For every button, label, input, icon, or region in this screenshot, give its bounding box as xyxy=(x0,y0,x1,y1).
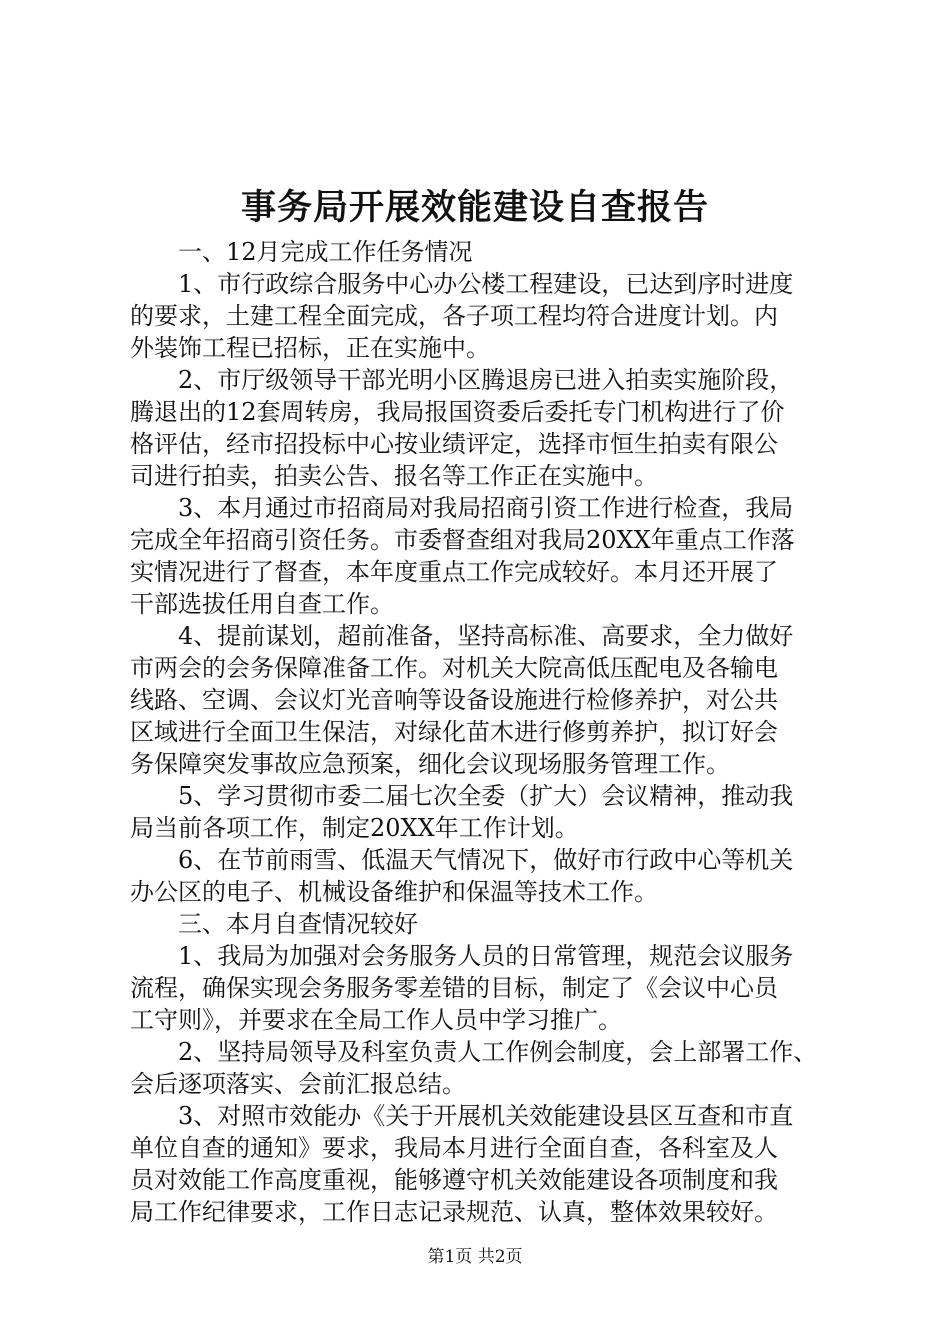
paragraph-line: 腾退出的12套周转房，我局报国资委后委托专门机构进行了价 xyxy=(130,398,785,426)
paragraph-line: 司进行拍卖，拍卖公告、报名等工作正在实施中。 xyxy=(130,462,658,490)
document-title: 事务局开展效能建设自查报告 xyxy=(240,187,709,228)
paragraph-line: 1、市行政综合服务中心办公楼工程建设，已达到序时进度 xyxy=(178,270,794,298)
paragraph-line: 员对效能工作高度重视，能够遵守机关效能建设各项制度和我 xyxy=(130,1166,778,1194)
paragraph-line: 的要求，土建工程全面完成，各子项工程均符合进度计划。内 xyxy=(130,302,778,330)
paragraph-line: 线路、空调、会议灯光音响等设备设施进行检修养护，对公共 xyxy=(130,686,778,714)
paragraph-line: 4、提前谋划，超前准备，坚持高标准、高要求，全力做好 xyxy=(178,622,794,650)
paragraph-line: 格评估，经市招投标中心按业绩评定，选择市恒生拍卖有限公 xyxy=(130,430,778,458)
paragraph-line: 3、对照市效能办《关于开展机关效能建设县区互查和市直 xyxy=(178,1102,794,1130)
paragraph-line: 市两会的会务保障准备工作。对机关大院高低压配电及各输电 xyxy=(130,654,778,682)
section-heading: 三、本月自查情况较好 xyxy=(178,910,418,938)
paragraph-line: 2、市厅级领导干部光明小区腾退房已进入拍卖实施阶段， xyxy=(178,366,794,394)
paragraph-line: 实情况进行了督查，本年度重点工作完成较好。本月还开展了 xyxy=(130,558,778,586)
paragraph-line: 务保障突发事故应急预案，细化会议现场服务管理工作。 xyxy=(130,750,730,778)
paragraph-line: 局当前各项工作，制定20XX年工作计划。 xyxy=(130,814,579,842)
paragraph-line: 干部选拔任用自查工作。 xyxy=(130,590,394,618)
document-body xyxy=(130,236,830,1228)
paragraph-line: 流程，确保实现会务服务零差错的目标，制定了《会议中心员 xyxy=(130,974,778,1002)
paragraph-line: 完成全年招商引资任务。市委督查组对我局20XX年重点工作落 xyxy=(130,526,795,554)
paragraph-line: 区域进行全面卫生保洁，对绿化苗木进行修剪养护，拟订好会 xyxy=(130,718,778,746)
paragraph-line: 2、坚持局领导及科室负责人工作例会制度，会上部署工作、 xyxy=(178,1038,818,1066)
paragraph-line: 外装饰工程已招标，正在实施中。 xyxy=(130,334,490,362)
section-heading: 一、12月完成工作任务情况 xyxy=(178,238,473,266)
paragraph-line: 局工作纪律要求，工作日志记录规范、认真，整体效果较好。 xyxy=(130,1198,778,1226)
paragraph-line: 办公区的电子、机械设备维护和保温等技术工作。 xyxy=(130,878,658,906)
paragraph-line: 工守则》，并要求在全局工作人员中学习推广。 xyxy=(130,1006,622,1034)
paragraph-line: 6、在节前雨雪、低温天气情况下，做好市行政中心等机关 xyxy=(178,846,794,874)
paragraph-line: 会后逐项落实、会前汇报总结。 xyxy=(130,1070,466,1098)
page-number: 第1页 共2页 xyxy=(427,1247,523,1267)
paragraph-line: 5、学习贯彻市委二届七次全委（扩大）会议精神，推动我 xyxy=(178,782,794,810)
paragraph-line: 单位自查的通知》要求，我局本月进行全面自查，各科室及人 xyxy=(130,1134,778,1162)
paragraph-line: 1、我局为加强对会务服务人员的日常管理，规范会议服务 xyxy=(178,942,794,970)
paragraph-line: 3、本月通过市招商局对我局招商引资工作进行检查，我局 xyxy=(178,494,794,522)
